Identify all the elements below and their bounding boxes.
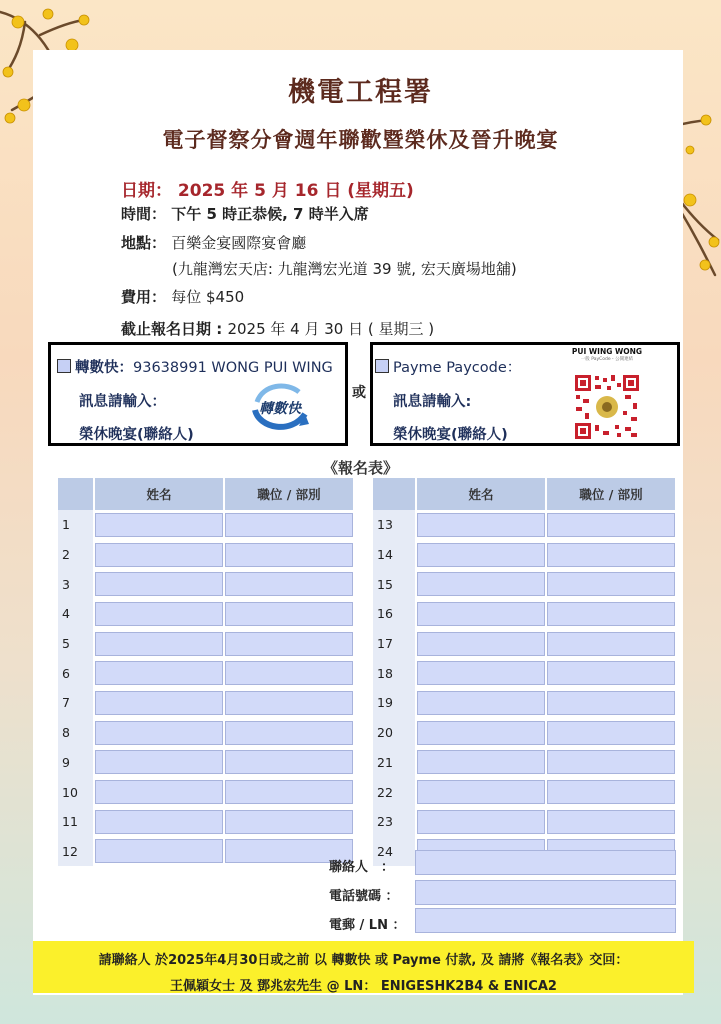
table-row (373, 510, 675, 540)
table-row (58, 748, 353, 778)
table-row (58, 777, 353, 807)
row-number: 16 (373, 599, 415, 629)
name-field[interactable] (95, 691, 223, 715)
row-number: 19 (373, 688, 415, 718)
name-field[interactable] (417, 780, 545, 804)
table-row (373, 599, 675, 629)
row-number: 15 (373, 569, 415, 599)
row-number: 17 (373, 629, 415, 659)
table-row (58, 658, 353, 688)
date-value: 2025 年 5 月 16 日 (星期五) (177, 181, 414, 201)
table-row (58, 837, 353, 867)
date-label: 日期： (121, 181, 172, 201)
payme-qr-icon (573, 373, 641, 441)
col-position-header: 職位 / 部別 (547, 478, 675, 510)
row-number: 6 (58, 658, 93, 688)
event-subtitle: 電子督察分會週年聯歡暨榮休及晉升晚宴 (162, 128, 559, 152)
registration-form-title: 《報名表》 (322, 459, 398, 477)
row-number: 20 (373, 718, 415, 748)
fee-label: 費用： (121, 288, 167, 306)
payme-qr-card (563, 345, 651, 443)
page-title: 機電工程署 (288, 77, 433, 108)
position-field[interactable] (225, 750, 353, 774)
contact-person-label: 聯絡人 ： (329, 860, 395, 875)
name-field[interactable] (417, 572, 545, 596)
table-row (58, 569, 353, 599)
row-number: 7 (58, 688, 93, 718)
row-number: 14 (373, 540, 415, 570)
notice-line-1: 請聯絡人 於2025年4月30日或之前 以 轉數快 或 Payme 付款, 及 請將《報名表》交回： (98, 953, 629, 968)
time-label: 時間： (121, 205, 167, 223)
name-field[interactable] (417, 543, 545, 567)
registration-table-right (371, 478, 677, 866)
contact-email-label: 電郵 / LN ： (329, 918, 406, 933)
table-row (373, 629, 675, 659)
payme-label: Payme Paycode： (393, 360, 522, 376)
venue-address: (九龍灣宏天店: 九龍灣宏光道 39 號, 宏天廣場地舖) (172, 260, 517, 278)
table-row (373, 569, 675, 599)
row-number: 18 (373, 658, 415, 688)
fps-payment-box (48, 342, 348, 446)
fps-logo (249, 380, 309, 436)
row-number: 21 (373, 748, 415, 778)
position-field[interactable] (547, 572, 675, 596)
name-field[interactable] (95, 839, 223, 863)
position-field[interactable] (225, 543, 353, 567)
name-field[interactable] (417, 632, 545, 656)
name-field[interactable] (417, 721, 545, 745)
position-field[interactable] (547, 780, 675, 804)
position-field[interactable] (225, 780, 353, 804)
row-number: 24 (373, 837, 415, 867)
or-text: 或 (352, 385, 366, 401)
contact-email-field[interactable] (415, 908, 676, 933)
name-field[interactable] (95, 632, 223, 656)
position-field[interactable] (225, 602, 353, 626)
registration-deadline (121, 318, 434, 339)
fps-checkbox[interactable] (57, 359, 71, 373)
table-row (373, 688, 675, 718)
position-field[interactable] (225, 691, 353, 715)
fps-message-label: 訊息請輸入： (79, 394, 166, 410)
contact-phone-label: 電話號碼 ： (329, 889, 399, 904)
row-number: 3 (58, 569, 93, 599)
table-row (373, 807, 675, 837)
table-row (58, 510, 353, 540)
row-number: 9 (58, 748, 93, 778)
row-number: 4 (58, 599, 93, 629)
table-row (58, 718, 353, 748)
row-number: 1 (58, 510, 93, 540)
qr-name: PUI WING WONG (571, 347, 643, 356)
fps-label: 轉數快： (75, 360, 133, 376)
name-field[interactable] (95, 661, 223, 685)
name-field[interactable] (95, 750, 223, 774)
position-field[interactable] (547, 602, 675, 626)
name-field[interactable] (95, 780, 223, 804)
venue-label: 地點： (121, 234, 167, 252)
notice-line-2: 王佩穎女士 及 鄧兆宏先生 @ LN： ENIGESHK2B4 & ENICA2 (170, 979, 557, 994)
row-number: 22 (373, 777, 415, 807)
event-fee (121, 286, 244, 307)
submission-notice (33, 941, 694, 993)
name-field[interactable] (95, 810, 223, 834)
table-row (373, 748, 675, 778)
col-name-header: 姓名 (95, 478, 223, 510)
deadline-label: 截止報名日期 : (121, 320, 223, 338)
name-field[interactable] (95, 602, 223, 626)
position-field[interactable] (547, 661, 675, 685)
table-row (58, 540, 353, 570)
name-field[interactable] (417, 661, 545, 685)
name-field[interactable] (417, 602, 545, 626)
position-field[interactable] (547, 750, 675, 774)
payme-message-label: 訊息請輸入: (393, 394, 472, 410)
row-number: 12 (58, 837, 93, 867)
position-field[interactable] (547, 632, 675, 656)
event-venue (121, 232, 306, 253)
table-row (58, 629, 353, 659)
time-value: 下午 5 時正恭候, 7 時半入席 (171, 205, 369, 223)
name-field[interactable] (417, 750, 545, 774)
table-row (373, 540, 675, 570)
event-time (121, 203, 369, 224)
row-number: 11 (58, 807, 93, 837)
fps-message-value: 榮休晚宴(聯絡人) (79, 427, 194, 443)
row-number: 2 (58, 540, 93, 570)
name-field[interactable] (417, 810, 545, 834)
event-date (121, 176, 414, 201)
name-field[interactable] (95, 721, 223, 745)
name-field[interactable] (95, 513, 223, 537)
name-field[interactable] (95, 543, 223, 567)
table-row (373, 777, 675, 807)
fps-account: 93638991 WONG PUI WING (133, 360, 333, 376)
table-row (58, 688, 353, 718)
payme-checkbox[interactable] (375, 359, 389, 373)
registration-table-left (56, 478, 355, 866)
deadline-value: 2025 年 4 月 30 日 ( 星期三 ) (227, 320, 435, 338)
position-field[interactable] (225, 513, 353, 537)
fps-logo-text: 轉數快 (259, 401, 301, 417)
name-field[interactable] (417, 513, 545, 537)
position-field[interactable] (547, 513, 675, 537)
table-row (373, 658, 675, 688)
row-number: 13 (373, 510, 415, 540)
position-field[interactable] (547, 721, 675, 745)
qr-caption: 一般 PayCode・公開連結 (580, 357, 634, 362)
fee-value: 每位 $450 (171, 288, 245, 306)
position-field[interactable] (547, 543, 675, 567)
payme-payment-box (370, 342, 680, 446)
contact-phone-field[interactable] (415, 880, 676, 905)
contact-person-field[interactable] (415, 850, 676, 875)
name-field[interactable] (417, 691, 545, 715)
position-field[interactable] (547, 810, 675, 834)
row-number: 23 (373, 807, 415, 837)
row-number: 8 (58, 718, 93, 748)
position-field[interactable] (225, 572, 353, 596)
name-field[interactable] (95, 572, 223, 596)
position-field[interactable] (225, 810, 353, 834)
col-name-header: 姓名 (417, 478, 545, 510)
table-row (58, 807, 353, 837)
position-field[interactable] (225, 632, 353, 656)
table-row (58, 599, 353, 629)
position-field[interactable] (547, 691, 675, 715)
position-field[interactable] (225, 721, 353, 745)
position-field[interactable] (225, 661, 353, 685)
table-row (373, 718, 675, 748)
payme-message-value: 榮休晚宴(聯絡人) (393, 427, 508, 443)
row-number: 10 (58, 777, 93, 807)
venue-value: 百樂金宴國際宴會廳 (171, 234, 307, 252)
row-number: 5 (58, 629, 93, 659)
col-position-header: 職位 / 部別 (225, 478, 353, 510)
